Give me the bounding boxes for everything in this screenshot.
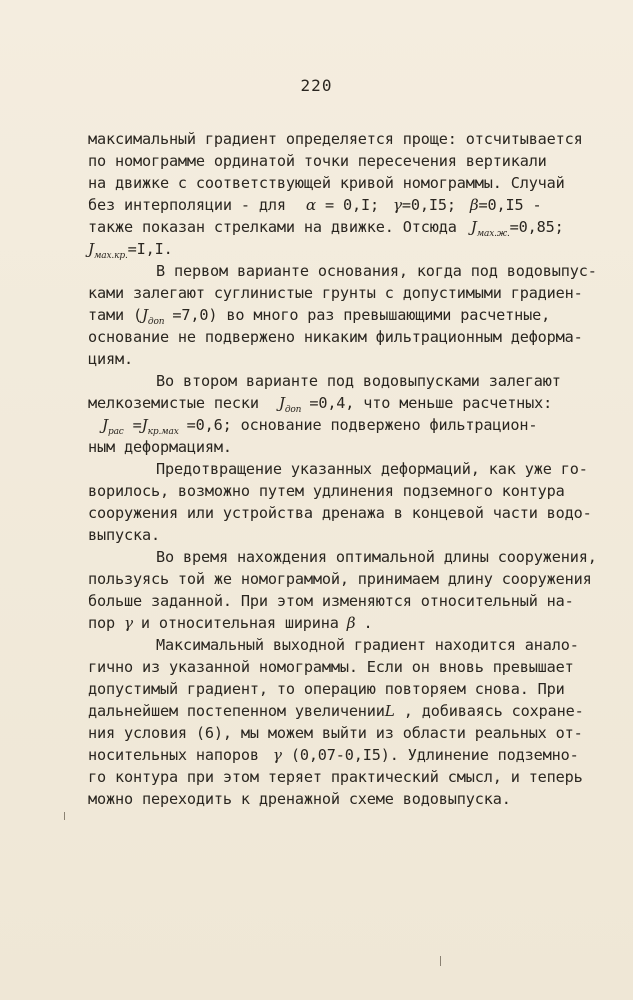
subscript: кр.мах bbox=[147, 427, 179, 437]
text-fragment: =0,6; основание подвержено фильтрацион- bbox=[186, 416, 538, 434]
subscript: мах.ж. bbox=[476, 229, 510, 239]
text-fragment: (0,07-0,I5). Удлинение подземно- bbox=[290, 746, 579, 764]
symbol-gamma: γ bbox=[272, 746, 282, 764]
text-line: Максимальный выходной градиент находится анало- bbox=[156, 636, 579, 654]
text-line: циям. bbox=[88, 350, 133, 368]
text-line: больше заданной. При этом изменяются относительный на- bbox=[88, 592, 574, 610]
text-fragment: тами ( bbox=[88, 306, 142, 324]
page-number: 220 bbox=[300, 76, 333, 95]
text-fragment: = bbox=[132, 416, 142, 434]
text-fragment: носительных напоров bbox=[88, 746, 259, 764]
symbol-j: J bbox=[141, 306, 148, 324]
body-text bbox=[88, 128, 628, 810]
text-fragment: без интерполяции - для bbox=[88, 196, 286, 214]
symbol-beta: β bbox=[469, 196, 479, 214]
text-line: выпуска. bbox=[88, 526, 160, 544]
text-line: ния условия (6), мы можем выйти из области реальных от- bbox=[88, 724, 583, 742]
subscript: доп bbox=[147, 317, 165, 327]
symbol-j: J bbox=[102, 416, 108, 434]
text-fragment: =0,I5; bbox=[401, 196, 456, 214]
text-line: гично из указанной номограммы. Если он вновь превышает bbox=[88, 658, 574, 676]
text-fragment: . bbox=[363, 614, 373, 632]
text-line: ным деформациям. bbox=[88, 438, 232, 456]
text-line bbox=[88, 700, 628, 722]
text-line: го контура при этом теряет практический смысл, и теперь bbox=[88, 768, 583, 786]
text-line: можно переходить к дренажной схеме водовыпуска. bbox=[88, 790, 511, 808]
text-fragment: и относительная ширина bbox=[140, 614, 339, 632]
text-line: В первом варианте основания, когда под водовыпус- bbox=[156, 262, 597, 280]
scan-mark bbox=[440, 956, 441, 966]
text-line bbox=[88, 612, 628, 634]
text-line: сооружения или устройства дренажа в концевой части водо- bbox=[88, 504, 592, 522]
subscript: рас bbox=[107, 427, 124, 437]
text-fragment: , добиваясь сохране- bbox=[403, 702, 584, 720]
symbol-j: J bbox=[88, 240, 94, 258]
text-line: основание не подвержено никаким фильтрационным деформа- bbox=[88, 328, 583, 346]
text-fragment: пор bbox=[88, 614, 115, 632]
text-line: Во втором варианте под водовыпусками залегают bbox=[156, 372, 561, 390]
symbol-beta: β bbox=[346, 614, 356, 632]
subscript: мах.кр. bbox=[93, 251, 128, 261]
symbol-j: J bbox=[278, 394, 285, 412]
text-fragment: =0,4, что меньше расчетных: bbox=[309, 394, 553, 412]
text-line: допустимый градиент, то операцию повторяем снова. При bbox=[88, 680, 565, 698]
text-fragment: =0,I5 - bbox=[478, 196, 542, 214]
text-line: пользуясь той же номограммой, принимаем длину сооружения bbox=[88, 570, 592, 588]
symbol-j: J bbox=[141, 416, 148, 434]
text-line bbox=[88, 238, 628, 260]
text-line: Предотвращение указанных деформаций, как уже го- bbox=[156, 460, 588, 478]
text-fragment: =0,85; bbox=[509, 218, 564, 236]
text-fragment: дальнейшем постепенном увеличении bbox=[88, 702, 385, 720]
symbol-gamma: γ bbox=[392, 196, 402, 214]
text-line bbox=[88, 194, 628, 216]
symbol-l: L bbox=[384, 702, 395, 720]
text-fragment: также показан стрелками на движке. Отсюда bbox=[88, 218, 457, 236]
text-line: ворилось, возможно путем удлинения подземного контура bbox=[88, 482, 565, 500]
text-line bbox=[88, 216, 628, 238]
text-line: максимальный градиент определяется проще: отсчитывается bbox=[88, 130, 583, 148]
text-fragment: = 0,I; bbox=[324, 196, 379, 214]
symbol-alpha: α bbox=[305, 196, 316, 214]
scan-mark bbox=[64, 812, 65, 820]
text-line bbox=[88, 414, 628, 436]
text-fragment: мелкоземистые пески bbox=[88, 394, 259, 412]
text-line: ками залегают суглинистые грунты с допустимыми градиен- bbox=[88, 284, 583, 302]
text-line bbox=[88, 744, 628, 766]
text-line bbox=[88, 392, 628, 414]
symbol-j: J bbox=[470, 218, 477, 236]
text-line bbox=[88, 304, 628, 326]
text-fragment: =7,0) во много раз превышающими расчетные, bbox=[172, 306, 551, 324]
subscript: доп bbox=[284, 405, 302, 415]
text-fragment: =I,I. bbox=[127, 240, 173, 258]
text-line: Во время нахождения оптимальной длины сооружения, bbox=[156, 548, 597, 566]
text-line: по номограмме ординатой точки пересечения вертикали bbox=[88, 152, 547, 170]
text-line: на движке с соответствующей кривой номограммы. Случай bbox=[88, 174, 565, 192]
symbol-gamma: γ bbox=[123, 614, 133, 632]
